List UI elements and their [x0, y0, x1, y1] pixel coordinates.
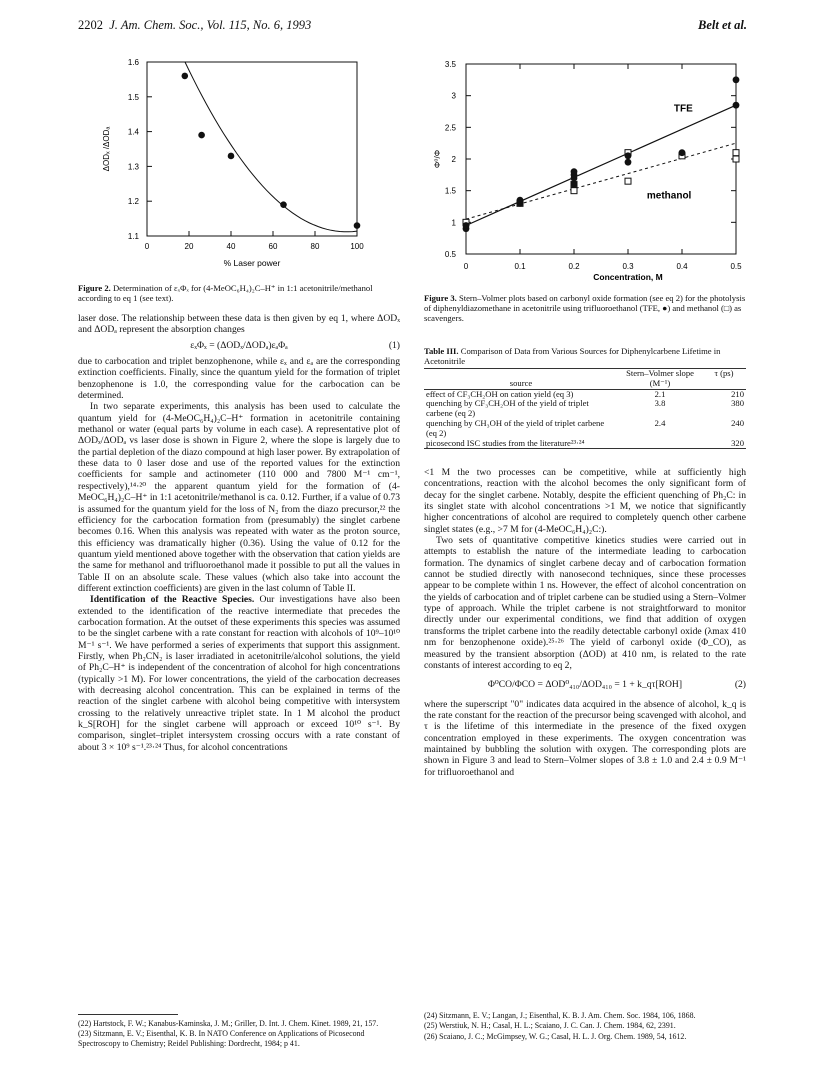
- footnote-rule-left: [78, 1014, 178, 1015]
- table-cell-sv: 2.4: [654, 417, 666, 428]
- table-row: [424, 399, 746, 419]
- paragraph: due to carbocation and triplet benzophenone, while εₓ and εₐ are the corresponding extinction coefficients. Finally, since the quantum yield for the formation of triplet benzophenone is 1.0, the corresponding value for the carbocation can be determined.: [78, 356, 400, 402]
- table-cell-tau: 380: [731, 398, 744, 409]
- tfe-point: [625, 159, 632, 166]
- tfe-point: [463, 222, 470, 229]
- tfe-point: [679, 149, 686, 156]
- paragraph: In two separate experiments, this analysis has been used to calculate the quantum yield for (4-MeOC₆H₄)₂C–H⁺ formation in acetonitrile containing methanol or water (equal parts by volume in each case). A representative plot of ΔODₓ/ΔODₐ vs laser dose is shown in Figure 2, where the slope is largely due to the partial depletion of the diazo compound at high laser power. By extrapolation of these data to 0 laser dose and use of the reported values for the extinction coefficients for sample and actinometer (110 000 and 7800 M⁻¹ cm⁻¹, respectively),¹⁴·²⁰ the apparent quantum yield for the formation of (4-MeOC₆H₄)₂C–H⁺ in 1:1 acetonitrile/methanol is ca. 0.12. Further, if a value of 0.73 is assumed for the quantum yield for the loss of N₂ from the diazo precursor,²² the efficiency for the carbocation formation from (presumably) the singlet carbene becomes 0.16. When this analysis was repeated with water as the proton source, this efficiency was dramatically higher (0.36). Using the value of 0.12 for the quantum yield mentioned above together with the observation that cation yields are the same for methanol and trifluoroethanol made it possible to put all the values in Table II on an absolute scale. These values (which also take into account the different extinction coefficients) are given in the last column of Table II.: [78, 401, 400, 594]
- x-axis-label: Concentration, M: [593, 272, 663, 282]
- page-number: 2202: [78, 18, 103, 32]
- fit-curve: [185, 62, 357, 232]
- x-tick-label: 20: [184, 242, 194, 251]
- tfe-point: [625, 152, 632, 159]
- y-tick-label: 2: [451, 155, 456, 164]
- data-point: [182, 73, 189, 80]
- x-tick-label: 0: [463, 262, 469, 271]
- x-tick-label: 0.4: [676, 262, 688, 271]
- table-row: [424, 439, 746, 449]
- figure-3-label: Figure 3.: [424, 293, 457, 303]
- y-tick-label: 1.5: [444, 186, 456, 196]
- table-header-sv: Stern–Volmer slope (M⁻¹): [626, 368, 694, 388]
- x-tick-label: 60: [268, 242, 278, 251]
- equation-1-number: (1): [388, 339, 400, 351]
- y-axis-label: ΔODₓ /ΔODₐ: [102, 126, 111, 172]
- table-3: [424, 346, 746, 449]
- paragraph: where the superscript "0" indicates data acquired in the absence of alcohol, k_q is the rate constant for the reaction of the precursor being scavenged with alcohol, and τ is the lifetime of this intermediate in the presence of the fixed oxygen concentration employed in these experiments. The oxygen concentration was maintained by bubbling the solution with oxygen. The corresponding plots are shown in Figure 3 and lead to Stern–Volmer slopes of 3.8 ± 1.0 and 2.4 ± 0.9 M⁻¹ for trifluoroethanol and: [424, 698, 746, 778]
- table-cell-source: quenching by CH₃OH of the yield of triplet carbene (eq 2): [426, 417, 605, 438]
- y-tick-label: 1.2: [127, 197, 139, 207]
- table-3-grid: [424, 369, 746, 448]
- paragraph: <1 M the two processes can be competitive, while at sufficiently high concentrations, reaction with the alcohol becomes the only significant form of decay for the singlet carbene. Notably, despite the efficient quenching of Ph₂C: in its singlet state with alcohol concentrations >1 M, we notice that significantly higher concentrations of alcohol are required to completely quench other carbene singlet states (e.g., >7 M for (4-MeOC₆H₄)₂C:).: [424, 467, 746, 535]
- equation-1-body: εₓΦₓ = (ΔODₓ/ΔODₐ)εₐΦₐ: [190, 339, 288, 351]
- tfe-point: [517, 197, 524, 204]
- y-tick-label: 3: [451, 91, 456, 101]
- methanol-fit-line: [466, 143, 736, 219]
- table-cell-sv: [618, 439, 702, 449]
- x-axis-label: % Laser power: [223, 258, 281, 268]
- y-tick-label: 1.4: [127, 127, 139, 137]
- footnotes-right: [424, 1011, 746, 1042]
- y-tick-label: 1.1: [127, 232, 139, 241]
- figure-2-label: Figure 2.: [78, 283, 111, 293]
- y-tick-label: 1.5: [127, 92, 139, 102]
- figure-3-caption-text: Stern–Volmer plots based on carbonyl oxide formation (see eq 2) for the photolysis of diphenyldiazomethane in acetonitrile using trifluoroethanol (TFE, ●) and methanol (□) as scavengers.: [424, 293, 746, 323]
- x-tick-label: 0.2: [568, 262, 580, 271]
- x-tick-label: 0.1: [514, 262, 526, 271]
- table-header-tau: τ (ps): [714, 368, 734, 378]
- tfe-point: [733, 102, 740, 109]
- table-header-source: source: [509, 377, 533, 388]
- footnote: (23) Sitzmann, E. V.; Eisenthal, K. B. In NATO Conference on Applications of Picosecond Spectroscopy to Chemistry; Reidel Publishing: Dordrecht, 1984; p 41.: [78, 1029, 365, 1048]
- equation-2-body: Φ⁰CO/ΦCO = ΔOD⁰₄₁₀/ΔOD₄₁₀ = 1 + k_qτ[ROH]: [487, 679, 683, 691]
- plot-frame: [466, 64, 736, 254]
- running-authors: Belt et al.: [698, 18, 747, 32]
- x-tick-label: 0.3: [622, 262, 634, 271]
- y-tick-label: 1.3: [127, 162, 139, 172]
- data-point: [354, 222, 361, 229]
- paragraph: laser dose. The relationship between these data is then given by eq 1, where ΔODₓ and ΔODₐ represent the absorption changes: [78, 313, 400, 336]
- footnote: (26) Scaiano, J. C.; McGimpsey, W. G.; Casal, H. L. J. Org. Chem. 1989, 54, 1612.: [424, 1031, 687, 1041]
- equation-2-number: (2): [734, 679, 746, 691]
- equation-1: [78, 340, 400, 351]
- methanol-point: [571, 188, 577, 194]
- y-axis-label: Φ⁰/Φ: [433, 149, 442, 169]
- table-cell-sv: 3.8: [654, 398, 666, 409]
- y-tick-label: 1.6: [127, 58, 139, 67]
- journal-citation: J. Am. Chem. Soc., Vol. 115, No. 6, 1993: [109, 18, 312, 32]
- table-cell-source: effect of CF₃CH₂OH on cation yield (eq 3): [426, 388, 574, 399]
- right-column: [424, 467, 746, 778]
- table-cell-sv: 2.1: [654, 388, 666, 399]
- table-cell-source: quenching by CF₃CH₂OH of the yield of triplet carbene (eq 2): [426, 398, 589, 419]
- x-tick-label: 40: [226, 242, 236, 251]
- methanol-series-label: methanol: [646, 190, 692, 202]
- table-cell-tau: 210: [731, 388, 744, 399]
- left-column: [78, 313, 400, 753]
- methanol-point: [733, 150, 739, 156]
- figure-2-caption: [78, 283, 400, 303]
- methanol-point: [733, 156, 739, 162]
- x-tick-label: 100: [350, 242, 364, 251]
- table-row: [424, 419, 746, 439]
- figure-2-caption-text: Determination of εₓΦₓ for (4-MeOC₆H₄)₂C–H⁺ in 1:1 acetonitrile/methanol according to eq 1 (see text).: [78, 283, 373, 303]
- figure-2-chart: [92, 50, 392, 282]
- methanol-point: [625, 178, 631, 184]
- paragraph: Our investigations have also been extended to the identification of the reactive intermediate that precedes the carbocation formation. At the outset of these experiments this species was assumed to be the singlet carbene with a rate constant for reaction with alcohols of 10⁹–10¹⁰ M⁻¹ s⁻¹. We have performed a series of experiments that support this assignment. Firstly, when Ph₂CN₂ is laser irradiated in acetonitrile/alcohol solutions, the yield of Ph₂C–H⁺ is independent of the concentration of alcohol for high concentrations (typically >1 M). For lower concentrations, the yield of the carbocation decreases with decreasing alcohol concentration. This can be explained in terms of the reaction of the singlet carbene with alcohol being competitive with intersystem crossing to the relatively unreactive triplet state. In 1 M alcohol the product k_S[ROH] for the singlet carbene will approach or exceed 10¹⁰ s⁻¹. By comparison, singlet–triplet intersystem crossing occurs with a rate constant of about 3 × 10⁹ s⁻¹.²³·²⁴ Thus, for alcohol concentrations: [78, 594, 400, 753]
- footnote: (25) Werstiuk, N. H.; Casal, H. L.; Scaiano, J. C. Can. J. Chem. 1984, 62, 2391.: [424, 1021, 676, 1031]
- section-heading: Identification of the Reactive Species.: [90, 594, 255, 606]
- x-tick-label: 0.5: [730, 262, 742, 271]
- y-tick-label: 3.5: [444, 60, 456, 69]
- table-cell-tau: 240: [731, 417, 744, 428]
- figure-3-caption: [424, 293, 746, 323]
- table-cell-tau: 320: [731, 437, 744, 448]
- y-tick-label: 1: [451, 218, 456, 228]
- tfe-point: [733, 76, 740, 83]
- tfe-point: [571, 181, 578, 188]
- paragraph: Two sets of quantitative competitive kinetics studies were carried out in attempts to establish the nature of the intermediate leading to carbocation formation. The dynamics of singlet carbene decay and of carbocation formation cannot be studied directly with nanosecond techniques, since these processes appear to be complete within 1 ns. However, the effect of alcohol concentration on the yields of carbocation and of triplet carbene can be studied using a Stern–Volmer type of approach. While the triplet carbene is not straightforward to monitor directly under our experimental conditions, we find that addition of oxygen transforms the triplet carbene into the readily detectable carbonyl oxide (λmax 410 nm for benzophenone oxide).²⁵·²⁶ The yield of carbonyl oxide (Φ_CO), as measured by the transient absorption (ΔOD) at 410 nm, is related to the rate constants of interest according to eq 2,: [424, 535, 746, 671]
- y-tick-label: 0.5: [444, 250, 456, 259]
- y-tick-label: 2.5: [444, 123, 456, 133]
- x-tick-label: 80: [310, 242, 320, 251]
- footnote: (24) Sitzmann, E. V.; Langan, J.; Eisenthal, K. B. J. Am. Chem. Soc. 1984, 106, 1868.: [424, 1011, 696, 1020]
- data-point: [198, 132, 205, 139]
- tfe-point: [571, 168, 578, 175]
- data-point: [280, 201, 287, 208]
- table-3-title: Comparison of Data from Various Sources for Diphenylcarbene Lifetime in Acetonitrile: [424, 346, 721, 366]
- plot-frame: [147, 62, 357, 236]
- figure-3-chart: [424, 50, 754, 290]
- data-point: [228, 153, 235, 160]
- footnote: (22) Hartstock, F. W.; Kanabus-Kaminska, J. M.; Griller, D. Int. J. Chem. Kinet. 1989, 21, 157.: [78, 1019, 379, 1028]
- x-tick-label: 0: [144, 242, 150, 251]
- equation-2: [424, 679, 746, 690]
- tfe-series-label: TFE: [673, 103, 693, 115]
- table-cell-source: picosecond ISC studies from the literature²³·²⁴: [426, 437, 585, 448]
- page-header: [78, 18, 311, 33]
- table-3-label: Table III.: [424, 346, 459, 356]
- footnotes-left: [78, 1019, 400, 1049]
